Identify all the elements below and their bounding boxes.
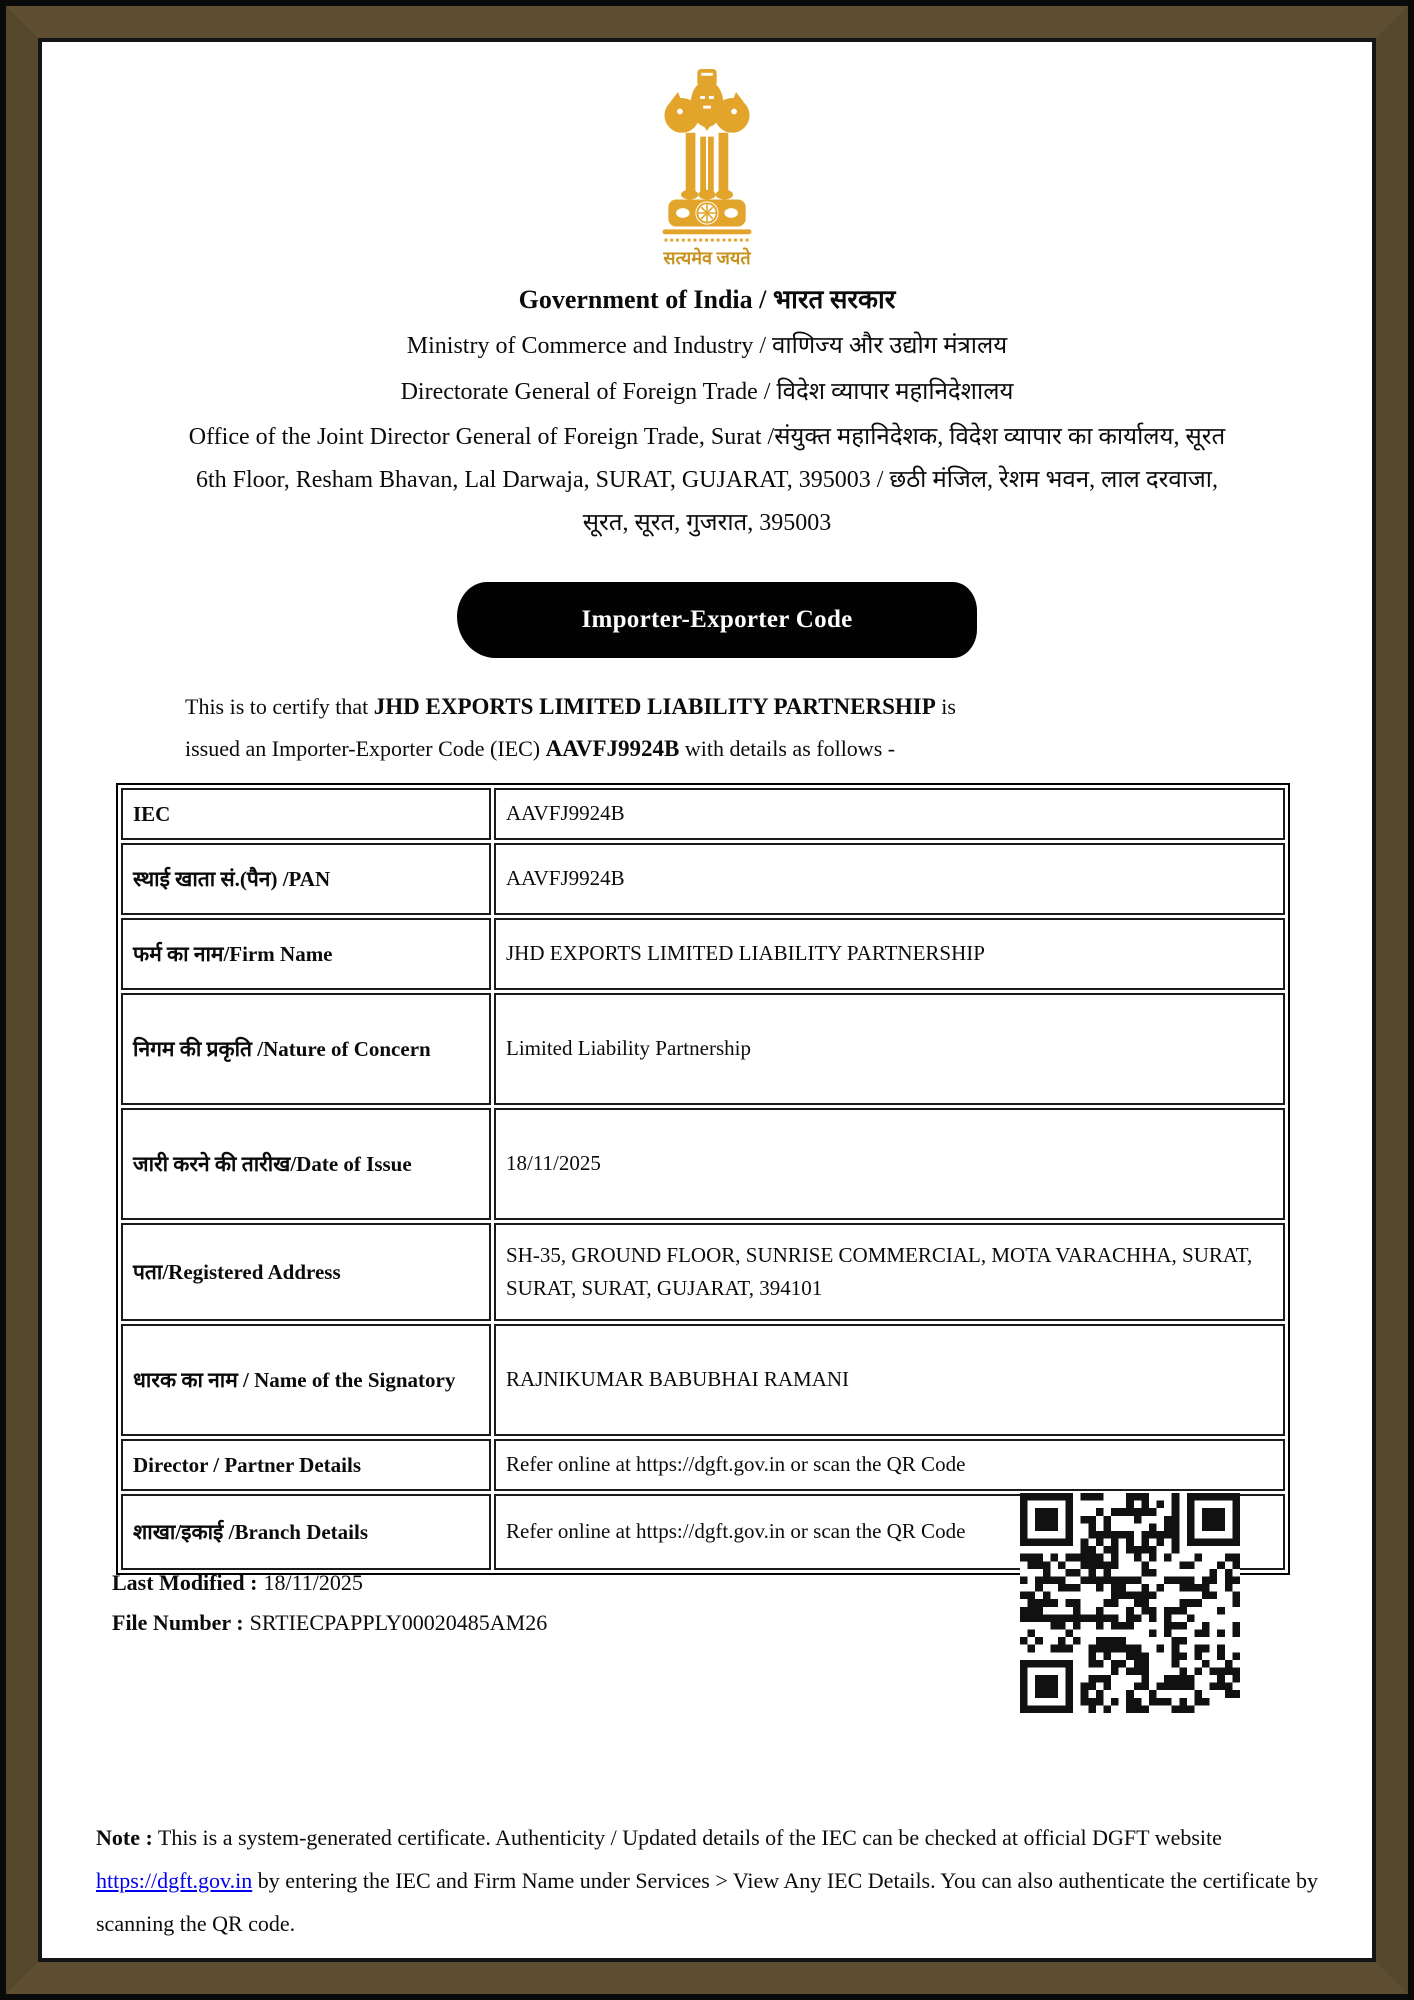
note-text-after-link: by entering the IEC and Firm Name under Services > View Any IEC Details. You can also authenticate the certificate by scanning the QR code. <box>96 1868 1319 1936</box>
row-label: शाखा/इकाई /Branch Details <box>121 1494 491 1570</box>
iec-details-table <box>116 783 1290 1575</box>
ministry-line: Ministry of Commerce and Industry / वाणिज्य और उद्योग मंत्रालय <box>406 333 1008 359</box>
qr-code <box>1020 1493 1240 1713</box>
row-value: SH-35, GROUND FLOOR, SUNRISE COMMERCIAL, MOTA VARACHHA, SURAT, SURAT, SURAT, GUJARAT, 394101 <box>494 1223 1285 1321</box>
row-value: RAJNIKUMAR BABUBHAI RAMANI <box>494 1324 1285 1436</box>
office-address-line2: सूरत, सूरत, गुजरात, 395003 <box>582 510 832 536</box>
certify-text: is <box>935 694 956 719</box>
row-value: Refer online at https://dgft.gov.in or scan the QR Code <box>494 1494 1285 1570</box>
row-value: 18/11/2025 <box>494 1108 1285 1220</box>
certify-text: issued an Importer-Exporter Code (IEC) <box>185 736 546 761</box>
row-label: जारी करने की तारीख/Date of Issue <box>121 1108 491 1220</box>
row-value: AAVFJ9924B <box>494 843 1285 915</box>
last-modified-label: Last Modified : <box>112 1570 258 1595</box>
dgft-website-link[interactable]: https://dgft.gov.in <box>96 1868 253 1893</box>
certification-statement <box>185 686 975 770</box>
certify-text: This is to certify that <box>185 694 374 719</box>
table-row <box>121 1108 1285 1220</box>
importer-exporter-code-badge <box>457 582 977 658</box>
row-label: फर्म का नाम/Firm Name <box>121 918 491 990</box>
row-label: धारक का नाम / Name of the Signatory <box>121 1324 491 1436</box>
certify-text: with details as follows - <box>679 736 896 761</box>
badge-label: Importer-Exporter Code <box>581 606 853 633</box>
emblem-container <box>42 62 1372 253</box>
note-label: Note : <box>96 1825 153 1850</box>
row-label: पता/Registered Address <box>121 1223 491 1321</box>
iec-code-bold: AAVFJ9924B <box>545 736 680 761</box>
row-value: Limited Liability Partnership <box>494 993 1285 1105</box>
ashoka-emblem-icon <box>649 62 765 248</box>
directorate-line: Directorate General of Foreign Trade / विदेश व्यापार महानिदेशालय <box>400 379 1014 405</box>
government-of-india-title: Government of India / भारत सरकार <box>518 285 896 314</box>
row-label: स्थाई खाता सं.(पैन) /PAN <box>121 843 491 915</box>
file-number-value: SRTIECPAPPLY00020485AM26 <box>249 1610 548 1635</box>
row-label: निगम की प्रकृति /Nature of Concern <box>121 993 491 1105</box>
satyameva-jayate-motto: सत्यमेव जयते <box>663 248 751 268</box>
file-number-line <box>112 1610 547 1636</box>
row-value: AAVFJ9924B <box>494 788 1285 840</box>
table-row <box>121 918 1285 990</box>
firm-name-bold: JHD EXPORTS LIMITED LIABILITY PARTNERSHIP <box>373 694 936 719</box>
table-row <box>121 1223 1285 1321</box>
certify-line1 <box>185 686 975 728</box>
table-row <box>121 788 1285 840</box>
row-label: Director / Partner Details <box>121 1439 491 1491</box>
note-text-before-link: This is a system-generated certificate. Authenticity / Updated details of the IEC can be checked at official DGFT website <box>152 1825 1222 1850</box>
table-row <box>121 843 1285 915</box>
office-line: Office of the Joint Director General of Foreign Trade, Surat /संयुक्त महानिदेशक, विदेश व्यापार का कार्यालय, सूरत <box>188 424 1226 450</box>
note-paragraph <box>96 1816 1358 1945</box>
last-modified-line <box>112 1570 363 1596</box>
row-value: JHD EXPORTS LIMITED LIABILITY PARTNERSHIP <box>494 918 1285 990</box>
table-row <box>121 993 1285 1105</box>
office-address-line1: 6th Floor, Resham Bhavan, Lal Darwaja, SURAT, GUJARAT, 395003 / छठी मंजिल, रेशम भवन, लाल दरवाजा, <box>196 467 1218 493</box>
certify-line2 <box>185 728 975 770</box>
row-label: IEC <box>121 788 491 840</box>
file-number-label: File Number : <box>112 1610 244 1635</box>
table-row <box>121 1324 1285 1436</box>
last-modified-value: 18/11/2025 <box>263 1570 363 1595</box>
row-value: Refer online at https://dgft.gov.in or scan the QR Code <box>494 1439 1285 1491</box>
table-row <box>121 1439 1285 1491</box>
